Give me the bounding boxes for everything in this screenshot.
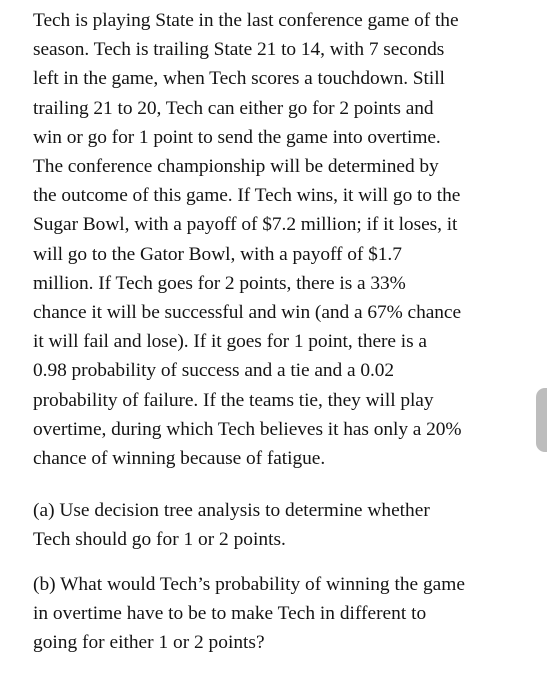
- problem-line: Tech is playing State in the last conference game of the: [33, 10, 459, 31]
- problem-line: overtime, during which Tech believes it has only a 20%: [33, 418, 462, 440]
- problem-line: the outcome of this game. If Tech wins, it will go to the: [33, 185, 461, 207]
- problem-line: chance it will be successful and win (and a 67% chance: [33, 302, 462, 324]
- problem-line: 0.98 probability of success and a tie and a 0.02: [33, 360, 395, 382]
- problem-line: chance of winning because of fatigue.: [33, 448, 326, 470]
- question-a-line: Tech should go for 1 or 2 points.: [33, 529, 286, 551]
- problem-line: season. Tech is trailing State 21 to 14, with 7 seconds: [33, 39, 445, 61]
- problem-line: it will fail and lose). If it goes for 1 point, there is a: [33, 331, 427, 353]
- problem-line: win or go for 1 point to send the game into overtime.: [33, 126, 441, 148]
- scrollbar-handle[interactable]: [536, 388, 547, 452]
- problem-line: Sugar Bowl, with a payoff of $7.2 million; if it loses, it: [33, 214, 458, 236]
- problem-line: left in the game, when Tech scores a touchdown. Still: [33, 68, 445, 90]
- question-a-line: (a) Use decision tree analysis to determine whether: [33, 500, 430, 521]
- question-b-line: (b) What would Tech’s probability of winning the game: [33, 574, 465, 595]
- question-b-line: in overtime have to be to make Tech in different to: [33, 603, 427, 625]
- problem-line: will go to the Gator Bowl, with a payoff of $1.7: [33, 243, 402, 265]
- problem-line: million. If Tech goes for 2 points, there is a 33%: [33, 272, 406, 294]
- problem-statement: [33, 6, 533, 473]
- problem-line: probability of failure. If the teams tie, they will play: [33, 389, 434, 411]
- question-a: [33, 496, 533, 554]
- question-b: [33, 570, 533, 658]
- problem-line: trailing 21 to 20, Tech can either go for 2 points and: [33, 97, 434, 119]
- question-b-line: going for either 1 or 2 points?: [33, 632, 265, 654]
- problem-line: The conference championship will be determined by: [33, 156, 439, 178]
